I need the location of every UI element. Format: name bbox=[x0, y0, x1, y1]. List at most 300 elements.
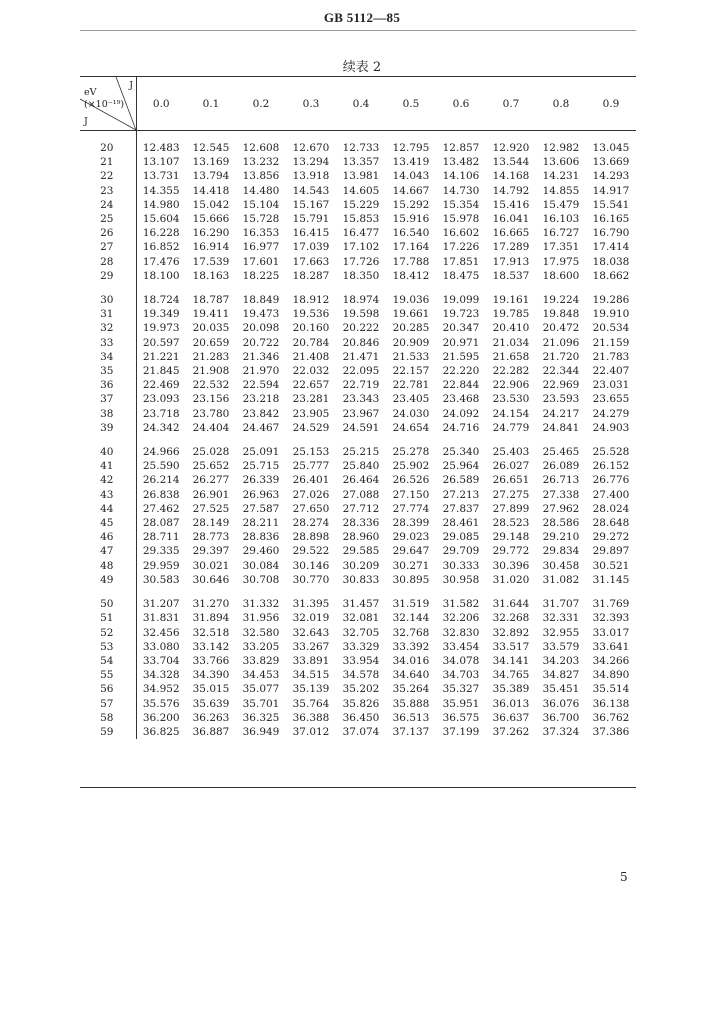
table-cell: 23.718 bbox=[142, 407, 180, 420]
table-cell: 29.772 bbox=[492, 545, 530, 558]
row-label: 43 bbox=[80, 488, 136, 502]
table-cell: 30.271 bbox=[392, 559, 430, 572]
table-cell: 28.399 bbox=[392, 517, 430, 530]
table-cell: 35.639 bbox=[192, 697, 230, 710]
table-row bbox=[80, 198, 636, 212]
spacer-cell bbox=[286, 283, 336, 293]
table-cell: 37.262 bbox=[492, 725, 530, 738]
table-cell: 30.146 bbox=[292, 559, 330, 572]
table-cell: 13.107 bbox=[142, 156, 180, 169]
table-cell: 32.643 bbox=[292, 626, 330, 639]
table-row bbox=[80, 378, 636, 392]
row-label: 59 bbox=[80, 725, 136, 739]
table-cell: 32.081 bbox=[342, 612, 380, 625]
table-cell: 34.141 bbox=[492, 654, 530, 667]
table-cell: 14.855 bbox=[542, 184, 580, 197]
table-cell: 19.536 bbox=[292, 308, 330, 321]
table-cell: 31.956 bbox=[242, 612, 280, 625]
table-row bbox=[80, 364, 636, 378]
row-label: 36 bbox=[80, 378, 136, 392]
table-cell: 21.034 bbox=[492, 336, 530, 349]
row-label: 44 bbox=[80, 502, 136, 516]
table-cell: 21.283 bbox=[192, 350, 230, 363]
spacer-cell bbox=[80, 283, 136, 293]
table-cell: 29.585 bbox=[342, 545, 380, 558]
table-cell: 23.655 bbox=[592, 393, 630, 406]
table-cell: 28.836 bbox=[242, 531, 280, 544]
spacer-cell bbox=[286, 587, 336, 597]
table-cell: 23.842 bbox=[242, 407, 280, 420]
table-cell: 20.909 bbox=[392, 336, 430, 349]
table-cell: 23.156 bbox=[192, 393, 230, 406]
table-cell: 34.390 bbox=[192, 669, 230, 682]
table-cell: 28.211 bbox=[242, 517, 280, 530]
row-label: 57 bbox=[80, 697, 136, 711]
table-cell: 14.168 bbox=[492, 170, 530, 183]
table-cell: 30.708 bbox=[242, 573, 280, 586]
table-cell: 30.770 bbox=[292, 573, 330, 586]
table-cell: 34.266 bbox=[592, 654, 630, 667]
table-cell: 20.722 bbox=[242, 336, 280, 349]
spacer-cell bbox=[186, 587, 236, 597]
table-row bbox=[80, 611, 636, 625]
table-cell: 34.453 bbox=[242, 669, 280, 682]
table-cell: 17.788 bbox=[392, 255, 430, 268]
table-cell: 35.077 bbox=[242, 683, 280, 696]
table-cell: 17.102 bbox=[342, 241, 380, 254]
row-label: 28 bbox=[80, 255, 136, 269]
table-cell: 15.978 bbox=[442, 213, 480, 226]
table-cell: 19.286 bbox=[592, 294, 630, 307]
row-label: 54 bbox=[80, 654, 136, 668]
table-cell: 33.142 bbox=[192, 640, 230, 653]
table-cell: 37.012 bbox=[292, 725, 330, 738]
corner-unit-line1: eV bbox=[84, 87, 97, 98]
spacer-cell bbox=[136, 283, 186, 293]
table-cell: 18.038 bbox=[592, 255, 630, 268]
row-label: 39 bbox=[80, 421, 136, 435]
table-cell: 30.833 bbox=[342, 573, 380, 586]
table-row bbox=[80, 336, 636, 350]
table-cell: 33.954 bbox=[342, 654, 380, 667]
table-cell: 19.723 bbox=[442, 308, 480, 321]
table-cell: 18.974 bbox=[342, 294, 380, 307]
table-cell: 20.285 bbox=[392, 322, 430, 335]
table-cell: 12.857 bbox=[442, 142, 480, 154]
table-cell: 24.092 bbox=[442, 407, 480, 420]
table-cell: 19.411 bbox=[192, 308, 230, 321]
table-cell: 22.157 bbox=[392, 365, 430, 378]
table-cell: 25.652 bbox=[192, 460, 230, 473]
table-cell: 19.224 bbox=[542, 294, 580, 307]
table-cell: 30.895 bbox=[392, 573, 430, 586]
row-label: 21 bbox=[80, 155, 136, 169]
table-cell: 26.401 bbox=[292, 474, 330, 487]
row-label: 35 bbox=[80, 364, 136, 378]
table-cell: 32.393 bbox=[592, 612, 630, 625]
table-cell: 24.966 bbox=[142, 446, 180, 459]
table-cell: 12.795 bbox=[392, 142, 430, 154]
row-label: 29 bbox=[80, 269, 136, 283]
table-cell: 15.916 bbox=[392, 213, 430, 226]
table-cell: 26.339 bbox=[242, 474, 280, 487]
table-row bbox=[80, 573, 636, 587]
table-cell: 23.031 bbox=[592, 379, 630, 392]
table-row bbox=[80, 155, 636, 169]
table-row bbox=[80, 445, 636, 459]
table-cell: 21.720 bbox=[542, 350, 580, 363]
table-row bbox=[80, 682, 636, 696]
table-cell: 28.149 bbox=[192, 517, 230, 530]
table-cell: 28.024 bbox=[592, 502, 630, 515]
row-label: 30 bbox=[80, 293, 136, 307]
table-cell: 28.773 bbox=[192, 531, 230, 544]
row-label: 41 bbox=[80, 459, 136, 473]
header-rule bbox=[80, 30, 636, 31]
column-header: 0.9 bbox=[586, 77, 636, 131]
table-row bbox=[80, 212, 636, 226]
table-cell: 25.590 bbox=[142, 460, 180, 473]
table-cell: 18.412 bbox=[392, 269, 430, 282]
table-cell: 26.838 bbox=[142, 488, 180, 501]
spacer-cell bbox=[186, 283, 236, 293]
table-cell: 22.844 bbox=[442, 379, 480, 392]
table-cell: 24.529 bbox=[292, 421, 330, 434]
table-cell: 33.017 bbox=[592, 626, 630, 639]
table-cell: 32.768 bbox=[392, 626, 430, 639]
table-cell: 16.914 bbox=[192, 241, 230, 254]
table-cell: 28.711 bbox=[142, 531, 180, 544]
table-cell: 29.210 bbox=[542, 531, 580, 544]
spacer-cell bbox=[486, 131, 536, 142]
table-cell: 26.464 bbox=[342, 474, 380, 487]
table-cell: 19.910 bbox=[592, 308, 630, 321]
row-label: 58 bbox=[80, 711, 136, 725]
table-cell: 26.277 bbox=[192, 474, 230, 487]
table-row bbox=[80, 392, 636, 406]
table-cell: 20.597 bbox=[142, 336, 180, 349]
table-cell: 29.897 bbox=[592, 545, 630, 558]
table-cell: 25.528 bbox=[592, 446, 630, 459]
table-cell: 14.917 bbox=[592, 184, 630, 197]
spacer-cell bbox=[486, 435, 536, 445]
table-cell: 19.661 bbox=[392, 308, 430, 321]
table-cell: 32.456 bbox=[142, 626, 180, 639]
column-header: 0.5 bbox=[386, 77, 436, 131]
table-cell: 15.666 bbox=[192, 213, 230, 226]
table-cell: 30.521 bbox=[592, 559, 630, 572]
table-cell: 21.159 bbox=[592, 336, 630, 349]
table-cell: 21.595 bbox=[442, 350, 480, 363]
spacer-cell bbox=[536, 131, 586, 142]
table-row bbox=[80, 544, 636, 558]
table-cell: 27.400 bbox=[592, 488, 630, 501]
table-cell: 17.289 bbox=[492, 241, 530, 254]
table-cell: 13.606 bbox=[542, 156, 580, 169]
spacer-cell bbox=[336, 435, 386, 445]
table-cell: 18.287 bbox=[292, 269, 330, 282]
spacer-cell bbox=[80, 435, 136, 445]
table-cell: 14.605 bbox=[342, 184, 380, 197]
spacer-cell bbox=[586, 435, 636, 445]
table-cell: 34.952 bbox=[142, 683, 180, 696]
table-cell: 36.200 bbox=[142, 711, 180, 724]
table-cell: 27.338 bbox=[542, 488, 580, 501]
table-cell: 17.601 bbox=[242, 255, 280, 268]
table-cell: 25.403 bbox=[492, 446, 530, 459]
table-cell: 37.386 bbox=[592, 725, 630, 738]
table-cell: 31.831 bbox=[142, 612, 180, 625]
table-cell: 15.042 bbox=[192, 198, 230, 211]
table-cell: 29.709 bbox=[442, 545, 480, 558]
table-cell: 35.264 bbox=[392, 683, 430, 696]
table-cell: 22.657 bbox=[292, 379, 330, 392]
table-cell: 26.152 bbox=[592, 460, 630, 473]
row-label: 46 bbox=[80, 530, 136, 544]
table-cell: 19.973 bbox=[142, 322, 180, 335]
table-cell: 33.766 bbox=[192, 654, 230, 667]
table-cell: 22.032 bbox=[292, 365, 330, 378]
table-cell: 24.716 bbox=[442, 421, 480, 434]
table-cell: 30.209 bbox=[342, 559, 380, 572]
table-cell: 33.829 bbox=[242, 654, 280, 667]
group-spacer bbox=[80, 435, 636, 445]
table-cell: 19.036 bbox=[392, 294, 430, 307]
table-cell: 35.951 bbox=[442, 697, 480, 710]
spacer-cell bbox=[436, 587, 486, 597]
table-cell: 32.580 bbox=[242, 626, 280, 639]
row-label: 25 bbox=[80, 212, 136, 226]
table-cell: 20.347 bbox=[442, 322, 480, 335]
table-cell: 21.221 bbox=[142, 350, 180, 363]
table-cell: 20.222 bbox=[342, 322, 380, 335]
table-cell: 22.906 bbox=[492, 379, 530, 392]
table-cell: 12.483 bbox=[142, 142, 180, 154]
spacer-cell bbox=[536, 587, 586, 597]
table-cell: 15.416 bbox=[492, 198, 530, 211]
table-cell: 20.971 bbox=[442, 336, 480, 349]
spacer-cell bbox=[586, 131, 636, 142]
table-cell: 13.544 bbox=[492, 156, 530, 169]
table-cell: 27.275 bbox=[492, 488, 530, 501]
table-cell: 21.908 bbox=[192, 365, 230, 378]
table-cell: 35.576 bbox=[142, 697, 180, 710]
table-cell: 27.150 bbox=[392, 488, 430, 501]
table-row bbox=[80, 307, 636, 321]
table-cell: 19.161 bbox=[492, 294, 530, 307]
table-cell: 33.392 bbox=[392, 640, 430, 653]
column-header: 0.7 bbox=[486, 77, 536, 131]
table-cell: 25.715 bbox=[242, 460, 280, 473]
table-cell: 22.344 bbox=[542, 365, 580, 378]
table-cell: 35.451 bbox=[542, 683, 580, 696]
table-cell: 30.458 bbox=[542, 559, 580, 572]
table-cell: 37.324 bbox=[542, 725, 580, 738]
row-label: 34 bbox=[80, 350, 136, 364]
table-cell: 18.724 bbox=[142, 294, 180, 307]
table-cell: 29.397 bbox=[192, 545, 230, 558]
table-body bbox=[80, 131, 636, 740]
table-cell: 37.074 bbox=[342, 725, 380, 738]
table-cell: 21.346 bbox=[242, 350, 280, 363]
table-row bbox=[80, 626, 636, 640]
table-cell: 34.578 bbox=[342, 669, 380, 682]
row-label: 23 bbox=[80, 184, 136, 198]
table-cell: 32.892 bbox=[492, 626, 530, 639]
column-header: 0.2 bbox=[236, 77, 286, 131]
table-cell: 13.419 bbox=[392, 156, 430, 169]
spacer-cell bbox=[386, 131, 436, 142]
table-cell: 34.827 bbox=[542, 669, 580, 682]
column-header: 0.0 bbox=[136, 77, 186, 131]
table-cell: 31.582 bbox=[442, 598, 480, 611]
table-cell: 24.030 bbox=[392, 407, 430, 420]
row-label: 50 bbox=[80, 597, 136, 611]
table-cell: 28.586 bbox=[542, 517, 580, 530]
table-cell: 29.522 bbox=[292, 545, 330, 558]
table-cell: 15.167 bbox=[292, 198, 330, 211]
table-cell: 17.039 bbox=[292, 241, 330, 254]
table-cell: 18.225 bbox=[242, 269, 280, 282]
table-cell: 25.153 bbox=[292, 446, 330, 459]
spacer-cell bbox=[336, 283, 386, 293]
table-cell: 32.206 bbox=[442, 612, 480, 625]
table-cell: 24.654 bbox=[392, 421, 430, 434]
table-cell: 20.784 bbox=[292, 336, 330, 349]
row-label: 38 bbox=[80, 407, 136, 421]
table-cell: 31.644 bbox=[492, 598, 530, 611]
table-cell: 36.450 bbox=[342, 711, 380, 724]
table-cell: 14.418 bbox=[192, 184, 230, 197]
table-cell: 22.095 bbox=[342, 365, 380, 378]
table-row bbox=[80, 459, 636, 473]
row-label: 45 bbox=[80, 516, 136, 530]
corner-unit-label bbox=[84, 87, 124, 111]
table-cell: 24.591 bbox=[342, 421, 380, 434]
table-cell: 14.730 bbox=[442, 184, 480, 197]
table-cell: 26.901 bbox=[192, 488, 230, 501]
table-cell: 27.712 bbox=[342, 502, 380, 515]
table-cell: 23.530 bbox=[492, 393, 530, 406]
table-cell: 25.215 bbox=[342, 446, 380, 459]
table-cell: 17.164 bbox=[392, 241, 430, 254]
table-cell: 17.726 bbox=[342, 255, 380, 268]
table-cell: 25.465 bbox=[542, 446, 580, 459]
table-cell: 18.350 bbox=[342, 269, 380, 282]
table-cell: 27.837 bbox=[442, 502, 480, 515]
table-cell: 34.640 bbox=[392, 669, 430, 682]
table-cell: 29.834 bbox=[542, 545, 580, 558]
table-cell: 15.479 bbox=[542, 198, 580, 211]
spacer-cell bbox=[586, 587, 636, 597]
table-row bbox=[80, 350, 636, 364]
spacer-cell bbox=[386, 435, 436, 445]
table-cell: 31.707 bbox=[542, 598, 580, 611]
table-cell: 26.713 bbox=[542, 474, 580, 487]
table-cell: 28.523 bbox=[492, 517, 530, 530]
spacer-cell bbox=[336, 587, 386, 597]
table-cell: 33.517 bbox=[492, 640, 530, 653]
corner-row-axis-label: J bbox=[84, 116, 88, 127]
table-cell: 27.774 bbox=[392, 502, 430, 515]
table-header-row bbox=[80, 77, 636, 131]
table-cell: 14.355 bbox=[142, 184, 180, 197]
table-cell: 19.349 bbox=[142, 308, 180, 321]
table-row bbox=[80, 597, 636, 611]
spacer-cell bbox=[586, 283, 636, 293]
table-cell: 24.779 bbox=[492, 421, 530, 434]
table-row bbox=[80, 184, 636, 198]
table-cell: 33.205 bbox=[242, 640, 280, 653]
corner-unit-line2: (×10⁻¹⁹) bbox=[84, 99, 125, 110]
table-cell: 13.482 bbox=[442, 156, 480, 169]
table-cell: 14.106 bbox=[442, 170, 480, 183]
table-cell: 17.851 bbox=[442, 255, 480, 268]
table-cell: 15.853 bbox=[342, 213, 380, 226]
table-cell: 33.080 bbox=[142, 640, 180, 653]
table-cell: 14.231 bbox=[542, 170, 580, 183]
table-cell: 36.762 bbox=[592, 711, 630, 724]
table-cell: 35.202 bbox=[342, 683, 380, 696]
row-label: 26 bbox=[80, 226, 136, 240]
table-cell: 36.575 bbox=[442, 711, 480, 724]
table-cell: 31.519 bbox=[392, 598, 430, 611]
table-row bbox=[80, 293, 636, 307]
table-cell: 19.473 bbox=[242, 308, 280, 321]
table-cell: 16.041 bbox=[492, 213, 530, 226]
table-cell: 13.669 bbox=[592, 156, 630, 169]
table-cell: 15.354 bbox=[442, 198, 480, 211]
table-cell: 36.325 bbox=[242, 711, 280, 724]
table-row bbox=[80, 473, 636, 487]
table-cell: 36.513 bbox=[392, 711, 430, 724]
table-cell: 12.982 bbox=[542, 142, 580, 154]
table-cell: 36.013 bbox=[492, 697, 530, 710]
table-cell: 36.825 bbox=[142, 725, 180, 738]
table-cell: 22.469 bbox=[142, 379, 180, 392]
table-cell: 20.410 bbox=[492, 322, 530, 335]
table-cell: 34.703 bbox=[442, 669, 480, 682]
table-cell: 20.472 bbox=[542, 322, 580, 335]
table-cell: 13.794 bbox=[192, 170, 230, 183]
table-cell: 23.593 bbox=[542, 393, 580, 406]
table-cell: 21.783 bbox=[592, 350, 630, 363]
table-cell: 35.514 bbox=[592, 683, 630, 696]
table-cell: 16.228 bbox=[142, 227, 180, 240]
table-cell: 37.137 bbox=[392, 725, 430, 738]
table-cell: 25.028 bbox=[192, 446, 230, 459]
table-cell: 34.890 bbox=[592, 669, 630, 682]
column-header: 0.6 bbox=[436, 77, 486, 131]
table-cell: 17.539 bbox=[192, 255, 230, 268]
table-cell: 35.015 bbox=[192, 683, 230, 696]
table-cell: 34.328 bbox=[142, 669, 180, 682]
table-cell: 25.902 bbox=[392, 460, 430, 473]
table-row bbox=[80, 488, 636, 502]
table-cell: 23.905 bbox=[292, 407, 330, 420]
table-cell: 16.852 bbox=[142, 241, 180, 254]
table-cell: 12.733 bbox=[342, 142, 380, 154]
table-cell: 22.594 bbox=[242, 379, 280, 392]
table-cell: 23.780 bbox=[192, 407, 230, 420]
table-cell: 33.454 bbox=[442, 640, 480, 653]
table-cell: 27.525 bbox=[192, 502, 230, 515]
table-cell: 34.078 bbox=[442, 654, 480, 667]
table-cell: 20.098 bbox=[242, 322, 280, 335]
table-cell: 26.651 bbox=[492, 474, 530, 487]
table-cell: 22.969 bbox=[542, 379, 580, 392]
table-cell: 17.414 bbox=[592, 241, 630, 254]
